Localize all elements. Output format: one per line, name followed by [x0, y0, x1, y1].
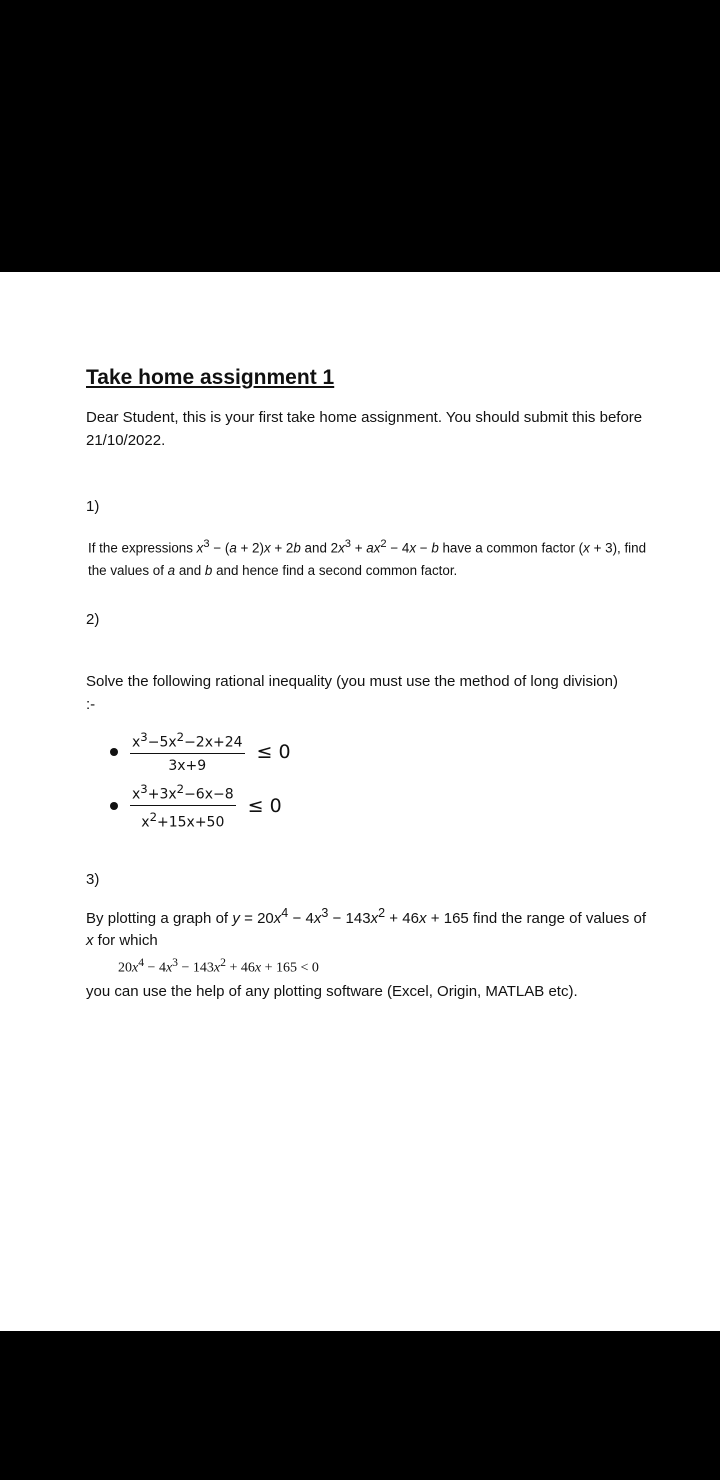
question-1-number: 1): [86, 498, 100, 515]
intro-paragraph: Dear Student, this is your first take home assignment. You should submit this before 21/10/2022.: [86, 409, 643, 449]
inequality-2: [110, 782, 282, 830]
fraction: [130, 782, 236, 830]
question-3-text: By plotting a graph of $y = 20x^4 - 4x^3 - 143x^2 + 46x + 165$ find the range of values of x for which: [86, 906, 647, 949]
denominator: 3x+9: [168, 757, 207, 774]
question-2-text: Solve the following rational inequality (you must use the method of long division) :-: [86, 673, 618, 713]
question-3-inequality: $20x^4 - 4x^3 - 143x^2 + 46x + 165 < 0$: [118, 956, 319, 976]
fraction: [130, 730, 245, 774]
denominator: $x^2+15x+50$: [141, 809, 225, 831]
inequality-rhs: ≤ 0: [247, 795, 282, 818]
question-1-text: If the expressions $x^3 - (a + 2)x + 2b$ and $2x^3 + ax^2 - 4x - b$ have a common factor (x + 3), find the values of a and b and hence find a second common factor.: [88, 538, 647, 579]
inequality-rhs: ≤ 0: [256, 740, 291, 763]
top-black-bar: [0, 0, 720, 272]
bullet-icon: [110, 748, 118, 756]
question-3-number: 3): [86, 871, 100, 888]
numerator: $x^3+3x^2-6x-8$: [130, 782, 236, 806]
inequality-1: [110, 730, 291, 774]
question-3-note: you can use the help of any plotting software (Excel, Origin, MATLAB etc).: [86, 983, 578, 1000]
page-title: Take home assignment 1: [86, 366, 335, 389]
question-2-number: 2): [86, 611, 100, 628]
numerator: $x^3-5x^2-2x+24$: [130, 730, 245, 754]
document-page: [0, 272, 720, 1331]
bottom-black-bar: [0, 1331, 720, 1480]
bullet-icon: [110, 802, 118, 810]
